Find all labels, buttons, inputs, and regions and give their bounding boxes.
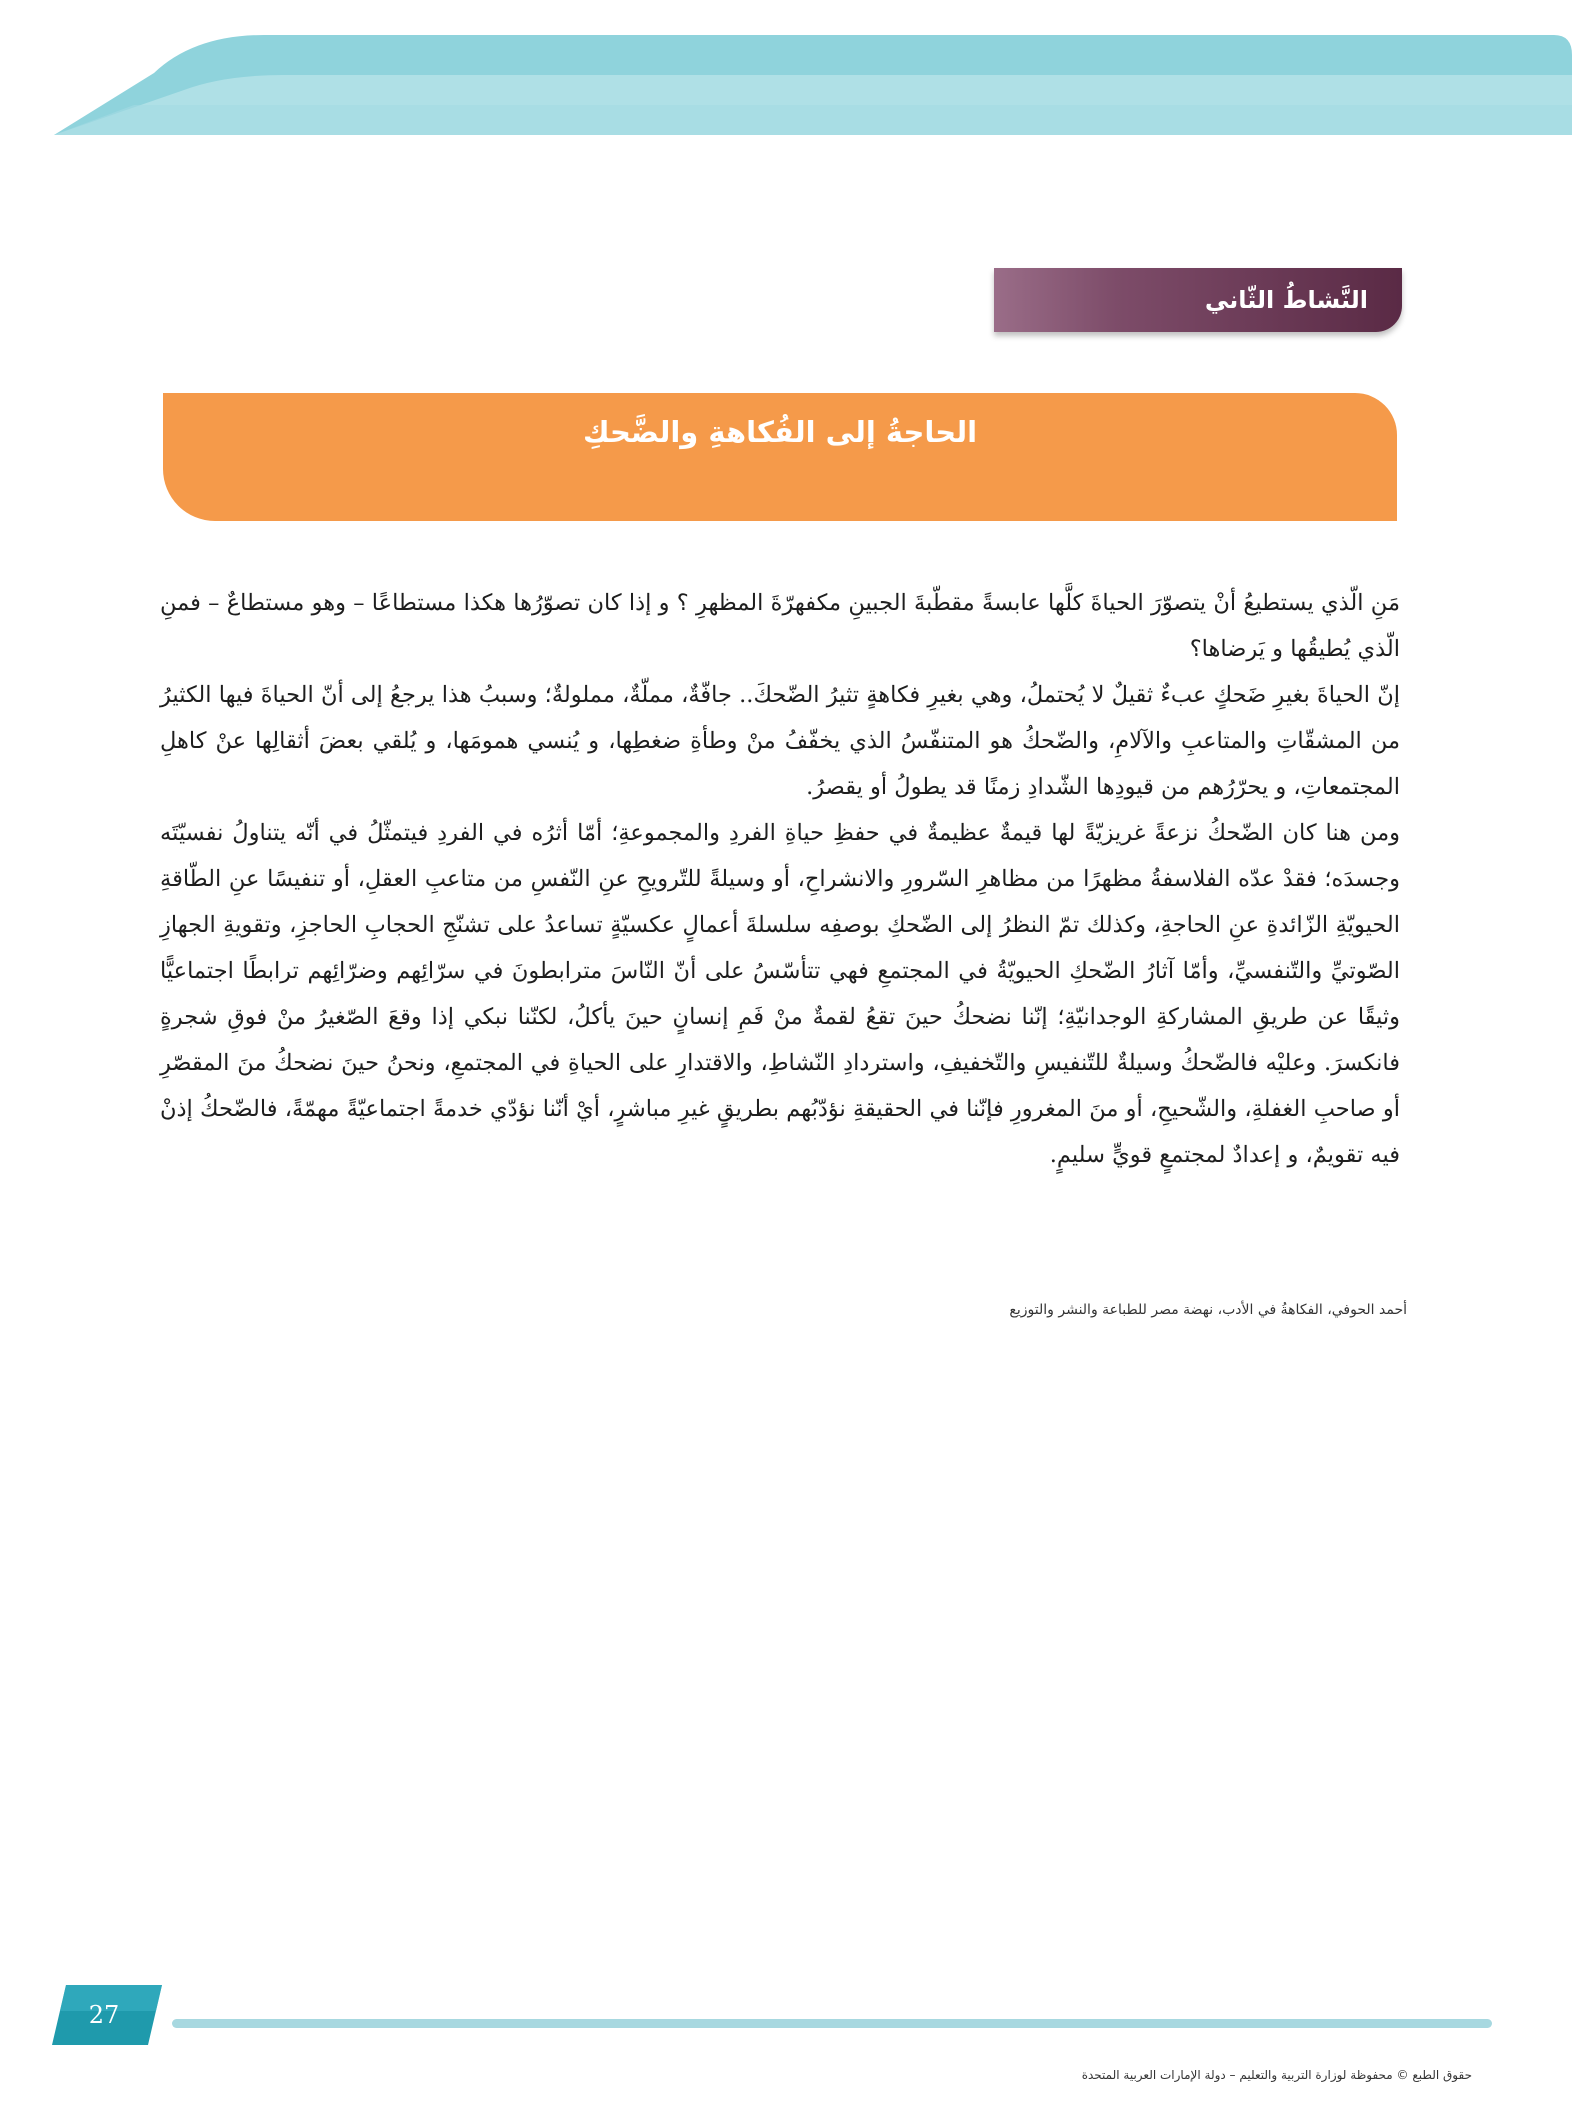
paragraph-1: مَنِ الّذي يستطيعُ أنْ يتصوّرَ الحياةَ كلَّها عابسةً مقطّبةَ الجبينِ مكفهرّةَ المظهرِ ؟ و إذا كان تصوّرُها هكذا مستطاعًا – وهو مستطاعٌ – فمنِ الّذي يُطيقُها و يَرضاها؟ (160, 590, 1400, 662)
source-citation: أحمد الحوفي، الفكاهةُ في الأدب، نهضة مصر للطباعة والنشر والتوزيع (1009, 1302, 1407, 1318)
activity-label: النَّشاطُ الثّاني (1204, 286, 1368, 314)
page-title: الحاجةُ إلى الفُكاهةِ والضَّحكِ (582, 415, 978, 449)
paragraph-3: ومن هنا كان الضّحكُ نزعةً غريزيّةً لها قيمةٌ عظيمةٌ في حفظِ حياةِ الفردِ والمجموعةِ؛ أمّا أثرُه في الفردِ فيتمثّلُ في أنّه يتناولُ نفسيّتَه وجسدَه؛ فقدْ عدّه الفلاسفةُ مظهرًا من مظاهرِ السّرورِ والانشراحِ، أو وسيلةً للتّرويحِ عنِ النّفسِ من متاعبِ العقلِ، أو تنفيسًا عنِ الطّاقةِ الحيويّةِ الزّائدةِ عنِ الحاجةِ، وكذلك تمّ النظرُ إلى الضّحكِ بوصفِه سلسلةَ أعمالٍ عكسيّةٍ تساعدُ على تشنّجِ الحجابِ الحاجزِ، وتقويةِ الجهازِ الصّوتيِّ والتّنفسيِّ، وأمّا آثارُ الضّحكِ الحيويّةُ في المجتمعِ فهي تتأسّسُ على أنّ النّاسَ مترابطونَ في سرّائِهم وضرّائِهم ترابطًا اجتماعيًّا وثيقًا عن طريقِ المشاركةِ الوجدانيّةِ؛ إنّنا نضحكُ حينَ تقعُ لقمةٌ منْ فَمِ إنسانٍ حينَ يأكلُ، لكنّنا نبكي إذا وقعَ الصّغيرُ منْ فوقِ شجرةٍ فانكسرَ. وعليْه فالضّحكُ وسيلةٌ للتّنفيسِ والتّخفيفِ، واستردادِ النّشاطِ، والاقتدارِ على الحياةِ في المجتمعِ، ونحنُ حينَ نضحكُ منَ المقصّرِ أو صاحبِ الغفلةِ، والشّحيحِ، أو منَ المغرورِ فإنّنا في الحقيقةِ نؤدّبُهم بطريقٍ غيرِ مباشرٍ، أيْ أنّنا نؤدّي خدمةً اجتماعيّةً مهمّةً، فالضّحكُ إذنْ فيه تقويمٌ، و إعدادٌ لمجتمعٍ قويٍّ سليمٍ. (160, 820, 1400, 1168)
footer-divider (172, 2019, 1492, 2028)
title-banner (163, 393, 1397, 521)
copyright-notice: حقوق الطبع © محفوظة لوزارة التربية والتعليم – دولة الإمارات العربية المتحدة (1081, 2068, 1472, 2082)
header-decorative-band (34, 35, 1572, 135)
activity-tab (994, 268, 1402, 332)
page-number: 27 (88, 2001, 120, 2029)
article-body (160, 580, 1400, 1178)
paragraph-2: إنّ الحياةَ بغيرِ ضَحكٍ عبءٌ ثقيلٌ لا يُحتملُ، وهي بغيرِ فكاهةٍ تثيرُ الضّحكَ.. جافّةٌ، مملّةٌ، مملولةٌ؛ وسببُ هذا يرجعُ إلى أنّ الحياةَ فيها الكثيرُ من المشقّاتِ والمتاعبِ والآلامِ، والضّحكُ هو المتنفّسُ الذي يخفّفُ منْ وطأةِ ضغطِها، و يُنسي همومَها، و يُلقي بعضَ أثقالِها عنْ كاهلِ المجتمعاتِ، و يحرّرُهم من قيودِها الشّدادِ زمنًا قد يطولُ أو يقصرُ. (160, 682, 1400, 800)
